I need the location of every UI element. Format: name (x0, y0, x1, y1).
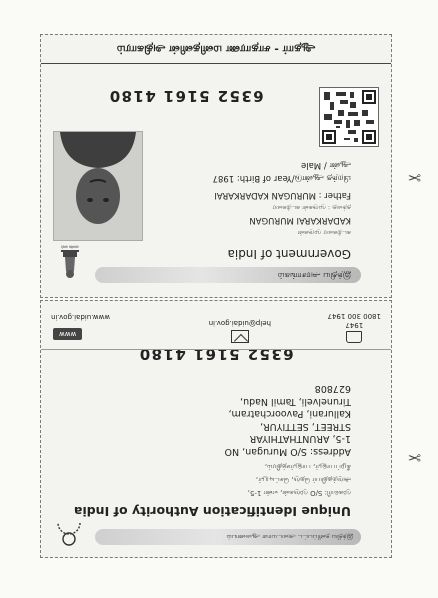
aadhaar-logo-icon (55, 521, 83, 547)
svg-text:सत्यमेव जयते: सत्यमेव जयते (61, 245, 79, 249)
address-line: Tirunelveli, Tamil Nadu, (240, 396, 351, 407)
address-label: Address: (309, 446, 351, 457)
father-name: Father : MURUGAN KADARKARAI (214, 190, 351, 201)
address-line: STREET, SETTIYUR, (260, 421, 351, 432)
gender: ஆண் / Male (301, 160, 351, 171)
address-english (96, 382, 351, 457)
government-title: Government of India (227, 247, 351, 261)
email-address: help@uidai.gov.in (208, 319, 271, 327)
year-of-birth: பிறந்த ஆண்டு/Year of Birth: 1987 (212, 173, 351, 183)
address-line: Kallurani, Pavoorchatram, (228, 408, 351, 420)
father-tamil: தந்தை : முருகன் கடற்கரை (272, 204, 351, 212)
phone-icon (346, 331, 362, 343)
contact-footer (41, 301, 391, 350)
helpline (328, 311, 381, 343)
address-line: 627808 (314, 383, 351, 395)
authority-title: Unique Identification Authority of India (73, 504, 351, 519)
identity-card (40, 34, 421, 298)
helpline-number: 1947 (345, 321, 364, 329)
qr-code (319, 87, 379, 147)
holder-name: KADARKARAI MURUGAN (249, 215, 351, 226)
address-tamil (111, 460, 351, 499)
address-line: 1-5, ARUNTHATHIYAR (249, 433, 351, 445)
name-tamil: கடற்கரை முருகன் (297, 229, 351, 237)
scissor-icon: ✂ (407, 448, 421, 467)
website-url: www.uidai.gov.in (51, 313, 110, 321)
email-contact (209, 319, 271, 343)
address-tamil-line: கீழப்பாவூர், பாவூர்சத்திரம், (264, 463, 351, 471)
address-tamil-line: அருந்ததியர் தெரு, செட்டியூர், (255, 476, 351, 484)
address-tamil-line: முகவரி: S/O முருகன், எண் 1-5, (247, 489, 351, 497)
india-government-tamil: இந்திய அரசாங்கம் (95, 267, 361, 283)
holder-photo (53, 131, 143, 241)
www-badge: www (53, 328, 82, 340)
aadhaar-number-front: 6352 5161 4180 (108, 87, 264, 105)
address-line: S/O Murugan, NO (224, 446, 307, 457)
holder-details (141, 159, 351, 239)
mail-icon (231, 330, 249, 343)
enrolment-strip: இந்திய தனிப்பட்ட அடையாள ஆணையம் (95, 529, 361, 545)
aadhaar-tagline: ஆதார் - சாதாரண மனிதனின் அதிகாரம் (41, 35, 391, 64)
scissor-icon: ✂ (407, 168, 421, 187)
address-card (40, 300, 421, 558)
national-emblem-icon (57, 245, 83, 285)
tollfree-number: 1800 300 1947 (327, 312, 381, 320)
aadhaar-number-back: 6352 5161 4180 (138, 345, 294, 363)
